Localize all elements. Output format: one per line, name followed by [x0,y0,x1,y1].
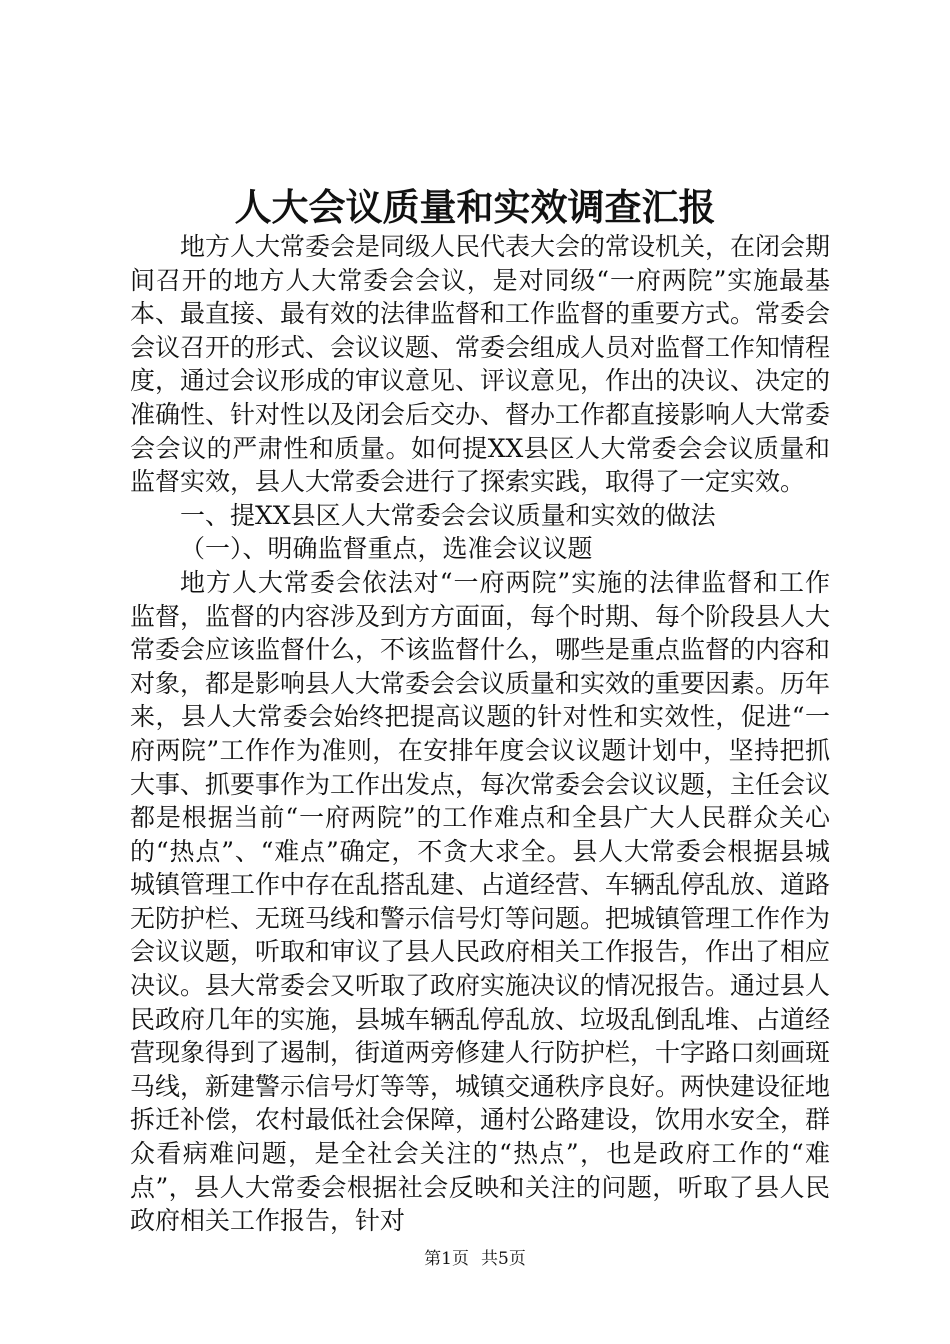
body-paragraph: 地方人大常委会依法对“一府两院”实施的法律监督和工作监督，监督的内容涉及到方方面面，每个时期、每个阶段县人大常委会应该监督什么，不该监督什么，哪些是重点监督的内容和对象，都是影响县人大常委会会议质量和实效的重要因素。历年来，县人大常委会始终把提高议题的针对性和实效性，促进“一府两院”工作作为准则，在安排年度会议议题计划中，坚持把抓大事、抓要事作为工作出发点，每次常委会会议议题，主任会议都是根据当前“一府两院”的工作难点和全县广大人民群众关心的“热点”、“难点”确定，不贪大求全。县人大常委会根据县城城镇管理工作中存在乱搭乱建、占道经营、车辆乱停乱放、道路无防护栏、无斑马线和警示信号灯等问题。把城镇管理工作作为会议议题，听取和审议了县人民政府相关工作报告，作出了相应决议。县大常委会又听取了政府实施决议的情况报告。通过县人民政府几年的实施，县城车辆乱停乱放、垃圾乱倒乱堆、占道经营现象得到了遏制，街道两旁修建人行防护栏，十字路口刻画斑马线，新建警示信号灯等等，城镇交通秩序良好。两快建设征地拆迁补偿，农村最低社会保障，通村公路建设，饮用水安全，群众看病难问题，是全社会关注的“热点”，也是政府工作的“难点”，县人大常委会根据社会反映和关注的问题，听取了县人民政府相关工作报告，针对 [130,567,831,1236]
document-title: 人大会议质量和实效调查汇报 [234,185,716,229]
page-footer [0,1247,950,1271]
document-body [130,230,830,1238]
subsection-heading: （一）、明确监督重点，选准会议议题 [180,534,593,564]
intro-paragraph: 地方人大常委会是同级人民代表大会的常设机关，在闭会期间召开的地方人大常委会会议，是对同级“一府两院”实施最基本、最直接、最有效的法律监督和工作监督的重要方式。常委会会议召开的形式、会议议题、常委会组成人员对监督工作知情程度，通过会议形成的审议意见、评议意见，作出的决议、决定的准确性、针对性以及闭会后交办、督办工作都直接影响人大常委会会议的严肃性和质量。如何提XX县区人大常委会会议质量和监督实效，县人大常委会进行了探索实践，取得了一定实效。 [130,232,831,497]
section-heading: 一、提XX县区人大常委会会议质量和实效的做法 [180,500,716,530]
page-total: 共5页 [481,1249,526,1269]
page-number: 第1页 [424,1249,469,1269]
